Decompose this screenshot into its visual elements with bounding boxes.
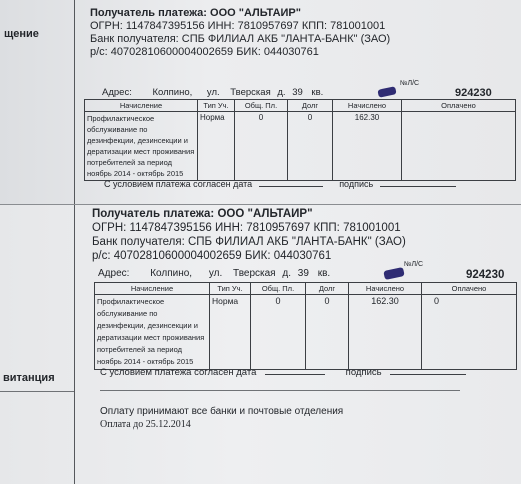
ink-mark [383,267,404,280]
payment-deadline: Оплата до 25.12.2014 [100,419,191,430]
agree-text: С условием платежа согласен дата [104,179,253,189]
col-type: Тип Уч. [210,283,251,295]
address-label: Адрес: [98,268,130,279]
cell-charged: 162.30 [349,295,422,370]
stub-rule [0,391,74,392]
receipt-top [0,0,521,204]
address-label: Адрес: [102,87,132,98]
bank-account: р/с: 40702810600004002659 БИК: 044030761 [90,46,319,58]
form-rule [100,390,460,391]
cell-paid: 0 [422,295,517,370]
signature-label: подпись [339,179,374,189]
agreement-line [100,367,466,378]
cell-type: Норма [210,295,251,370]
col-debt: Долг [288,100,333,112]
col-paid: Оплачено [402,100,516,112]
bank-account: р/с: 40702810600004002659 БИК: 044030761 [92,250,332,262]
cell-area: 0 [251,295,306,370]
col-service: Начисление [95,283,210,295]
cell-area: 0 [235,112,288,181]
cell-debt: 0 [306,295,349,370]
table-row [95,295,517,370]
org-ids: ОГРН: 1147847395156 ИНН: 7810957697 КПП: 781001001 [90,20,386,32]
cell-debt: 0 [288,112,333,181]
address-house: 39 [297,268,309,279]
ls-label: №Л/С [400,80,420,87]
col-charged: Начислено [349,283,422,295]
signature-label: подпись [345,367,382,378]
address-street-prefix: ул. [206,87,220,98]
cell-service: Профилактическое обслуживание по дезинфекции, дезинсекции и дератизации мест проживания потребителей за период ноябрь 2014 - октябрь 2015 [95,295,210,370]
account-number: 924230 [455,87,492,99]
charges-table [94,282,517,370]
signature-field [380,186,456,187]
banks-note: Оплату принимают все банки и почтовые отделения [100,406,344,417]
cell-charged: 162.30 [333,112,402,181]
payee: Получатель платежа: ООО "АЛЬТАИР" [90,7,301,19]
col-type: Тип Уч. [198,100,235,112]
payee-block [92,207,406,263]
address-house-prefix: д. [282,268,292,279]
col-service: Начисление [85,100,198,112]
stub-divider [74,205,75,484]
col-area: Общ. Пл. [235,100,288,112]
stub-divider [74,0,75,204]
org-ids: ОГРН: 1147847395156 ИНН: 7810957697 КПП: 781001001 [92,222,401,234]
col-paid: Оплачено [422,283,517,295]
ink-mark [377,86,396,98]
col-area: Общ. Пл. [251,283,306,295]
col-charged: Начислено [333,100,402,112]
table-row [85,112,516,181]
address-flat-prefix: кв. [311,87,324,98]
bank: Банк получателя: СПБ ФИЛИАЛ АКБ "ЛАНТА-БАНК" (ЗАО) [90,33,391,45]
address-street-prefix: ул. [208,268,223,279]
cell-paid [402,112,516,181]
signature-field [390,374,466,375]
charges-table [84,99,516,181]
payee: Получатель платежа: ООО "АЛЬТАИР" [92,208,313,220]
bank: Банк получателя: СПБ ФИЛИАЛ АКБ "ЛАНТА-БАНК" (ЗАО) [92,236,406,248]
cell-service: Профилактическое обслуживание по дезинфекции, дезинсекции и дератизации мест проживания потребителей за период ноябрь 2014 - октябрь 2015 [85,112,198,181]
date-field [265,374,325,375]
address-city: Колпино, [150,268,193,279]
address-house-prefix: д. [277,87,286,98]
table-header-row [85,100,516,112]
side-label: щение [4,28,39,40]
address-line [102,87,323,98]
receipt-bottom [0,204,521,484]
address-flat-prefix: кв. [317,268,331,279]
payee-block [90,7,390,59]
col-debt: Долг [306,283,349,295]
address-line [98,268,330,279]
address-street: Тверская [233,268,276,279]
date-field [259,186,323,187]
agreement-line [104,179,456,189]
cell-type: Норма [198,112,235,181]
ls-label: №Л/С [404,261,424,268]
account-number: 924230 [466,269,505,281]
address-city: Колпино, [152,87,193,98]
address-street: Тверская [230,87,271,98]
agree-text: С условием платежа согласен дата [100,367,257,378]
side-label: витанция [3,372,55,384]
table-header-row [95,283,517,295]
address-house: 39 [292,87,303,98]
